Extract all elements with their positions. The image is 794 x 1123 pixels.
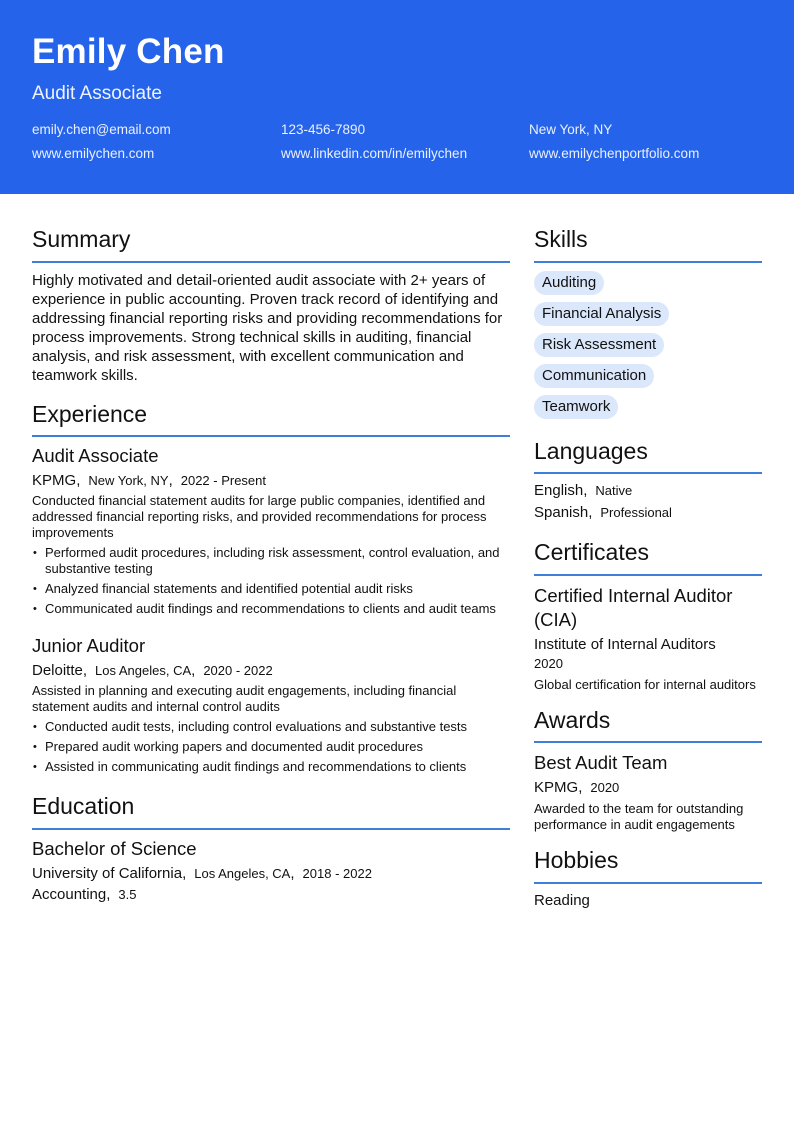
certificate-year: 2020 [534, 655, 563, 671]
separator: , [191, 662, 196, 680]
languages-section [534, 438, 762, 522]
list-item: • Assisted in communicating audit findings and recommendations to clients [32, 759, 510, 775]
list-item: • Prepared audit working papers and documented audit procedures [32, 739, 510, 755]
awards-heading: Awards [534, 707, 762, 744]
job-title: Junior Auditor [32, 635, 146, 657]
resume-header [0, 0, 794, 194]
language-name: English [534, 482, 584, 500]
list-item: • Performed audit procedures, including risk assessment, control evaluation, and substantive testing [32, 545, 510, 577]
separator: , [182, 864, 187, 882]
candidate-name: Emily Chen [32, 32, 225, 71]
language-level: Professional [600, 505, 672, 521]
summary-section [32, 226, 510, 385]
education-heading: Education [32, 793, 510, 830]
skill-chip: Risk Assessment [534, 333, 664, 357]
separator: , [168, 472, 173, 490]
contact-phone[interactable]: 123-456-7890 [281, 122, 366, 137]
contact-email[interactable]: emily.chen@email.com [32, 122, 171, 137]
contact-linkedin[interactable]: www.linkedin.com/in/emilychen [281, 146, 468, 161]
award-title: Best Audit Team [534, 752, 668, 774]
list-item: • Analyzed financial statements and identified potential audit risks [32, 581, 510, 597]
award-description: Awarded to the team for outstanding performance in audit engagements [534, 801, 744, 833]
certificates-section [534, 539, 762, 693]
job-bullets [32, 545, 510, 617]
award-org: KPMG [534, 779, 579, 797]
languages-heading: Languages [534, 438, 762, 475]
skill-chip: Financial Analysis [534, 302, 669, 326]
certificates-heading: Certificates [534, 539, 762, 576]
job-location: New York, NY [88, 473, 169, 489]
skills-list [534, 271, 762, 426]
job-company: KPMG [32, 472, 77, 490]
list-item: • Conducted audit tests, including control evaluations and substantive tests [32, 719, 510, 735]
skill-chip: Teamwork [534, 395, 618, 419]
separator: , [578, 779, 583, 797]
hobby-item: Reading [534, 891, 590, 909]
education-dates: 2018 - 2022 [302, 865, 372, 881]
job-company: Deloitte [32, 662, 83, 680]
candidate-title: Audit Associate [32, 83, 162, 104]
separator: , [82, 662, 88, 680]
job-entry [32, 445, 510, 617]
award-meta [534, 779, 762, 796]
job-title: Audit Associate [32, 445, 159, 467]
summary-heading: Summary [32, 226, 510, 263]
award-year: 2020 [590, 780, 620, 796]
job-entry [32, 635, 510, 775]
skill-chip: Auditing [534, 271, 604, 295]
education-degree: Bachelor of Science [32, 837, 197, 859]
hobbies-heading: Hobbies [534, 847, 762, 884]
education-meta [32, 865, 510, 882]
hobbies-section [534, 847, 762, 909]
education-gpa: 3.5 [118, 886, 137, 902]
language-item [534, 504, 762, 521]
language-name: Spanish [534, 504, 589, 522]
skill-chip: Communication [534, 364, 654, 388]
separator: , [588, 504, 593, 522]
job-meta [32, 472, 510, 489]
contact-location: New York, NY [529, 122, 613, 137]
list-item: • Communicated audit findings and recommendations to clients and audit teams [32, 601, 510, 617]
summary-text: Highly motivated and detail-oriented audit associate with 2+ years of experience in public accounting. Proven track record of identifying and addressing financial reporting risks and providing recommendations for process improvements. Strong technical skills in auditing, financial analysis, and risk assessment, with excellent communication and teamwork skills. [32, 271, 503, 384]
job-description: Conducted financial statement audits for large public companies, identified and addressed financial reporting risks, and provided recommendations for process improvements [32, 493, 487, 541]
education-field-line [32, 886, 510, 903]
language-item [534, 482, 762, 499]
awards-section [534, 707, 762, 834]
contact-portfolio[interactable]: www.emilychenportfolio.com [529, 146, 700, 161]
experience-section [32, 401, 510, 776]
separator: , [106, 885, 111, 903]
separator: , [76, 472, 81, 490]
skills-heading: Skills [534, 226, 762, 263]
certificate-title: Certified Internal Auditor (CIA) [534, 584, 733, 630]
skills-section [534, 226, 762, 426]
experience-heading: Experience [32, 401, 510, 438]
left-column [32, 226, 510, 919]
job-bullets [32, 719, 510, 775]
job-dates: 2022 - Present [180, 473, 267, 489]
certificate-description: Global certification for internal auditors [534, 676, 756, 692]
contact-website[interactable]: www.emilychen.com [32, 146, 155, 161]
education-field: Accounting [32, 885, 107, 903]
language-level: Native [595, 483, 633, 499]
job-description: Assisted in planning and executing audit engagements, including financial statement audits and internal control audits [32, 683, 457, 715]
education-location: Los Angeles, CA [194, 865, 291, 881]
separator: , [583, 482, 588, 500]
job-meta [32, 662, 510, 679]
right-column [534, 226, 762, 925]
separator: , [290, 864, 295, 882]
certificate-issuer: Institute of Internal Auditors [534, 635, 716, 653]
job-dates: 2020 - 2022 [203, 663, 273, 679]
education-school: University of California [32, 864, 183, 882]
job-location: Los Angeles, CA [95, 663, 192, 679]
education-section [32, 793, 510, 903]
